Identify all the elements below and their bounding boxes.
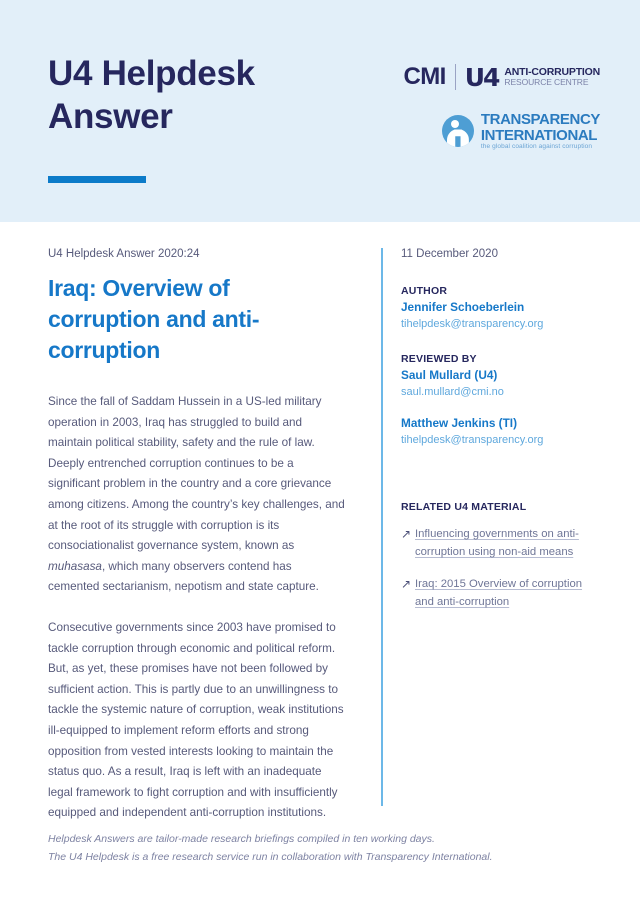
u4-logo-text	[504, 67, 600, 86]
sidebar-column	[401, 248, 601, 625]
main-column	[48, 248, 346, 844]
column-divider	[381, 248, 383, 806]
sidebar-spacer	[401, 469, 601, 501]
related-material-label: RELATED U4 MATERIAL	[401, 501, 527, 513]
cmi-u4-logo	[404, 62, 600, 92]
page-title: U4 Helpdesk Answer	[48, 54, 255, 136]
footer-line-1: Helpdesk Answers are tailor-made research briefings compiled in ten working days.	[48, 833, 435, 845]
author-block	[401, 285, 601, 330]
paragraph-1-part-1: Since the fall of Saddam Hussein in a US-led military operation in 2003, Iraq has struggled to build and maintain political stability, safety and the rule of law. Deeply entrenched corruption continues to be a significant problem in the country and a core grievance among citizens. Among the country’s key challenges, and at the root of its struggle with corruption is its consociationalist governance system, known as	[48, 395, 345, 553]
reviewed-by-label: REVIEWED BY	[401, 353, 477, 365]
ti-logo-tagline: the global coalition against corruption	[480, 143, 593, 151]
reviewer-1-email-link[interactable]: saul.mullard@cmi.no	[401, 386, 504, 398]
footer-line-2: The U4 Helpdesk is a free research service run in collaboration with Transparency International.	[48, 851, 493, 863]
ti-logo-text	[481, 112, 600, 151]
page-header	[0, 0, 640, 222]
cmi-wordmark: CMI	[403, 63, 446, 90]
document-title: Iraq: Overview of corruption and anti-corruption	[48, 275, 260, 363]
reviewer-1-block	[401, 353, 601, 398]
ti-logo-line1: TRANSPARENCY	[480, 111, 600, 128]
u4-mark: U4	[464, 62, 499, 92]
reviewer-2-email-link[interactable]: tihelpdesk@transparency.org	[401, 434, 544, 446]
reviewer-2-block	[401, 416, 601, 446]
related-item[interactable]	[401, 525, 601, 561]
page-footer	[48, 830, 588, 866]
u4-logo-line2: RESOURCE CENTRE	[504, 77, 589, 88]
u4-logo-line1: ANTI-CORRUPTION	[504, 66, 600, 79]
paragraph-1-italic-term: muhasasa	[48, 559, 102, 573]
related-item[interactable]	[401, 575, 601, 611]
arrow-up-right-icon: ↗	[401, 577, 412, 591]
paragraph-1-part-2: , which many observers contend has cemented sectarianism, nepotism and state capture.	[48, 559, 319, 594]
publication-date: 11 December 2020	[401, 248, 498, 260]
arrow-up-right-icon: ↗	[401, 527, 412, 541]
related-material-block	[401, 501, 601, 611]
title-accent-bar	[48, 176, 146, 183]
logo-divider	[455, 64, 456, 90]
ti-emblem-icon	[442, 115, 474, 147]
related-link-text[interactable]: Influencing governments on anti-corruption using non-aid means	[415, 528, 579, 558]
related-link-text[interactable]: Iraq: 2015 Overview of corruption and anti-corruption	[415, 578, 583, 608]
transparency-international-logo	[442, 112, 600, 151]
summary-paragraph-1	[48, 392, 346, 598]
author-name: Jennifer Schoeberlein	[401, 300, 525, 314]
author-email-link[interactable]: tihelpdesk@transparency.org	[401, 318, 544, 330]
reviewer-2-name: Matthew Jenkins (TI)	[401, 416, 518, 430]
author-label: AUTHOR	[401, 285, 448, 297]
reviewer-1-name: Saul Mullard (U4)	[401, 368, 498, 382]
document-reference: U4 Helpdesk Answer 2020:24	[48, 248, 200, 260]
summary-paragraph-2: Consecutive governments since 2003 have promised to tackle corruption through economic and political reform. But, as yet, these promises have not been followed by sufficient action. This is partly due to an unwillingness to tackle the systemic nature of corruption, weak institutions ill-equipped to implement reform efforts and strong opposition from vested interests looking to maintain the status quo. As a result, Iraq is left with an inadequate legal framework to fight corruption and with insufficiently equipped and independent anti-corruption institutions.	[48, 620, 344, 820]
ti-logo-line2: INTERNATIONAL	[480, 126, 598, 144]
